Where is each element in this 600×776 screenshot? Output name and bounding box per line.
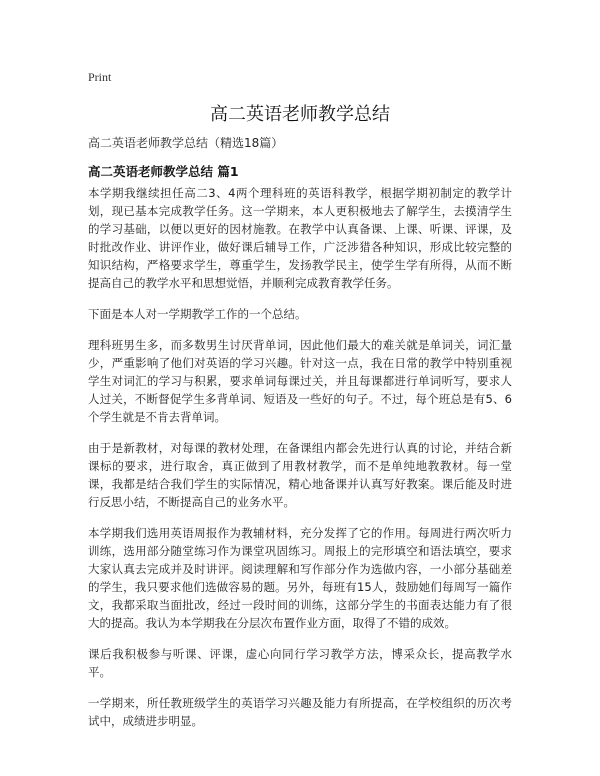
body-paragraph-6: 课后我积极参与听课、评课，虚心向同行学习教学方法，博采众长，提高教学水平。 [88,647,512,679]
body-paragraph-1: 本学期我继续担任高二3、4两个理科班的英语科教学，根据学期初制定的教学计划，现已基本完成教学任务。这一学期来，本人更积极地去了解学生，去摸清学生的学习基础，以便以更好的因材施教。在教学中认真备课、上课、听课、评课，及时批改作业、讲评作业，做好课后辅导工作，广泛涉猎各种知识，形成比较完整的知识结构，严格要求学生，尊重学生，发扬教学民主，使学生学有所得，从而不断提高自己的教学水平和思想觉悟，并顺利完成教育教学任务。 [88,186,512,290]
print-label: Print [88,70,112,84]
body-paragraph-7: 一学期来，所任教班级学生的英语学习兴趣及能力有所提高，在学校组织的历次考试中，成绩进步明显。 [88,696,512,728]
body-paragraph-4: 由于是新教材，对每课的教材处理，在备课组内都会先进行认真的讨论，并结合新课标的要求，进行取舍，真正做到了用教材教学，而不是单纯地教教材。每一堂课，我都是结合我们学生的实际情况，精心地备课并认真写好教案。课后能及时进行反思小结，不断提高自己的业务水平。 [88,441,512,509]
section-heading: 高二英语老师教学总结 篇1 [88,164,239,179]
document-subtitle: 高二英语老师教学总结（精选18篇） [88,136,284,150]
body-paragraph-5: 本学期我们选用英语周报作为教辅材料，充分发挥了它的作用。每周进行两次听力训练，选用部分随堂练习作为课堂巩固练习。周报上的完形填空和语法填空，要求大家认真去完成并及时讲评。阅读理解和写作部分作为选做内容，一小部分基础差的学生，我只要求他们选做容易的题。另外，每班有15人，鼓励她们每周写一篇作文，我都采取当面批改，经过一段时间的训练，这部分学生的书面表达能力有了很大的提高。我认为本学期我在分层次布置作业方面，取得了不错的成效。 [88,526,512,630]
body-paragraph-3: 理科班男生多，而多数男生讨厌背单词，因此他们最大的难关就是单词关，词汇量少，严重影响了他们对英语的学习兴趣。针对这一点，我在日常的教学中特别重视学生对词汇的学习与积累，要求单词每课过关，并且每课都进行单词听写，要求人人过关，不断督促学生多背单词、短语及一些好的句子。不过，每个班总是有5、6个学生就是不肯去背单词。 [88,338,512,424]
document-body [88,184,512,743]
page-title: 高二英语老师教学总结 [210,104,390,125]
body-paragraph-2: 下面是本人对一学期教学工作的一个总结。 [88,307,307,321]
